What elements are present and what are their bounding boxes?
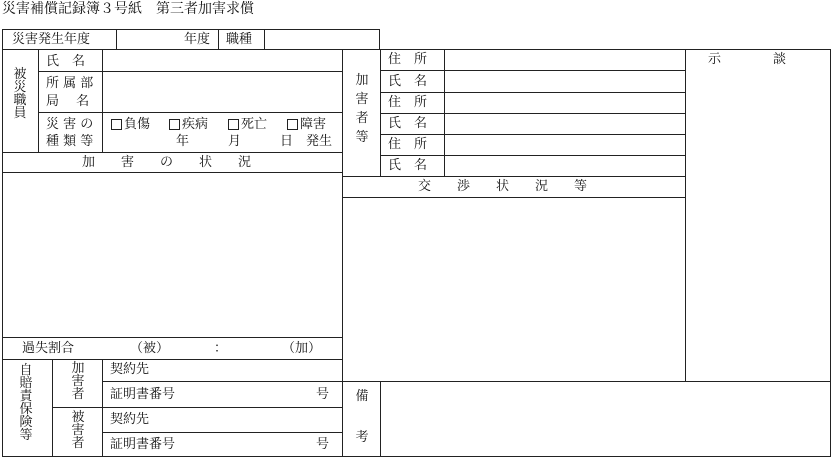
rule bbox=[38, 49, 39, 152]
victim-section-label: 被 災 職 員 bbox=[13, 67, 27, 121]
checkbox-disability[interactable] bbox=[287, 119, 298, 130]
dept-label-2: 局 名 bbox=[46, 94, 90, 109]
dept-field[interactable] bbox=[104, 73, 340, 111]
rule bbox=[102, 381, 831, 382]
fault-perp: （加） bbox=[282, 341, 322, 356]
rule bbox=[102, 432, 342, 433]
rule bbox=[2, 172, 342, 173]
victim-cert-label: 証明書番号 bbox=[110, 437, 176, 452]
settlement-heading: 示 談 bbox=[708, 52, 787, 67]
rule bbox=[380, 70, 685, 71]
rule bbox=[380, 381, 381, 457]
rule bbox=[379, 29, 380, 49]
year-suffix: 年度 bbox=[184, 32, 211, 47]
perp-contract-label: 契約先 bbox=[110, 362, 150, 377]
checkbox-label: 負傷 bbox=[124, 117, 151, 132]
fault-ratio-label: 過失割合 bbox=[22, 341, 75, 356]
rule bbox=[2, 29, 3, 457]
fault-colon: ： bbox=[214, 341, 228, 356]
rule bbox=[116, 29, 117, 49]
checkbox-illness[interactable] bbox=[169, 119, 180, 130]
rule bbox=[380, 155, 685, 156]
rule bbox=[444, 49, 445, 176]
rule bbox=[102, 359, 103, 457]
fault-victim: （被） bbox=[130, 341, 170, 356]
checkbox-injury[interactable] bbox=[111, 119, 122, 130]
rule bbox=[380, 134, 685, 135]
rule bbox=[264, 29, 265, 49]
rule bbox=[342, 197, 685, 198]
rule bbox=[2, 152, 342, 153]
insurance-victim-label: 被 害 者 bbox=[71, 410, 85, 451]
job-label: 職種 bbox=[226, 32, 253, 47]
rule bbox=[380, 49, 381, 176]
dept-label-1: 所 属 部 bbox=[46, 76, 94, 91]
rule bbox=[52, 407, 342, 408]
rule bbox=[380, 113, 685, 114]
insurance-perp-label: 加 害 者 bbox=[71, 361, 85, 402]
rule bbox=[342, 176, 685, 177]
insurance-section-label: 自 賠 責 保 険 等 bbox=[19, 363, 33, 443]
rule bbox=[38, 112, 342, 113]
negotiation-heading: 交 渉 状 況 等 bbox=[418, 179, 588, 194]
perp-row-label: 氏 名 bbox=[388, 116, 428, 131]
remarks-area[interactable] bbox=[382, 383, 829, 455]
negotiation-area[interactable] bbox=[344, 199, 684, 380]
job-input[interactable] bbox=[266, 31, 378, 48]
rule bbox=[380, 92, 685, 93]
rule bbox=[38, 71, 342, 72]
victim-contract-label: 契約先 bbox=[110, 412, 150, 427]
perp-cert-go: 号 bbox=[316, 387, 330, 402]
type-label-1: 災 害 の bbox=[46, 117, 94, 132]
perp-row-label: 氏 名 bbox=[388, 74, 428, 89]
perp-row-label: 氏 名 bbox=[388, 158, 428, 173]
rule bbox=[685, 49, 686, 381]
rule bbox=[52, 359, 53, 457]
rule bbox=[218, 29, 219, 49]
type-label-2: 種 類 等 bbox=[46, 134, 94, 149]
checkbox-death[interactable] bbox=[228, 119, 239, 130]
remarks-label: 備 考 bbox=[355, 389, 369, 445]
perp-row-label: 住 所 bbox=[388, 137, 428, 152]
rule bbox=[102, 49, 103, 152]
form-title: 災害補償記録簿３号紙 第三者加害求償 bbox=[2, 1, 254, 17]
perp-row-label: 住 所 bbox=[388, 52, 428, 67]
perpetrator-section-label: 加 害 者 等 bbox=[355, 73, 369, 145]
perp-row-label: 住 所 bbox=[388, 95, 428, 110]
checkbox-label: 障害 bbox=[300, 117, 327, 132]
year-input[interactable] bbox=[118, 31, 182, 48]
victim-cert-go: 号 bbox=[316, 437, 330, 452]
rule bbox=[2, 29, 379, 30]
rule bbox=[2, 359, 342, 360]
checkbox-label: 疾病 bbox=[182, 117, 209, 132]
occurrence-date: 年 月 日 発生 bbox=[176, 134, 333, 149]
damage-heading: 加 害 の 状 況 bbox=[82, 155, 252, 170]
damage-description-area[interactable] bbox=[4, 174, 340, 336]
rule bbox=[2, 49, 831, 50]
victim-name-field[interactable] bbox=[104, 51, 340, 70]
rule bbox=[2, 337, 342, 338]
victim-name-label: 氏 名 bbox=[46, 54, 86, 69]
perp-cert-label: 証明書番号 bbox=[110, 387, 176, 402]
rule bbox=[342, 49, 343, 457]
settlement-area[interactable] bbox=[687, 70, 829, 380]
checkbox-label: 死亡 bbox=[241, 117, 268, 132]
rule bbox=[2, 456, 831, 457]
year-label: 災害発生年度 bbox=[12, 32, 91, 47]
